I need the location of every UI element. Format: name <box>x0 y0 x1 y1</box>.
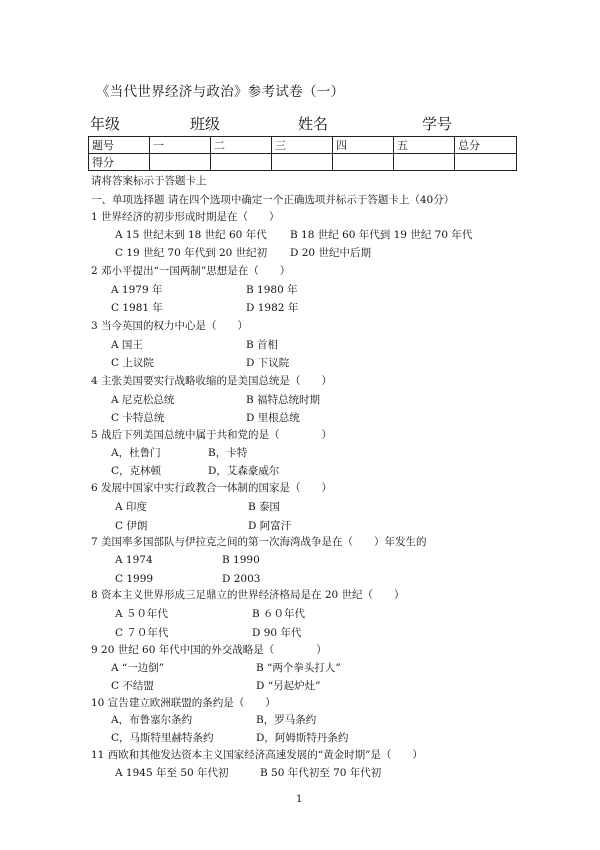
question-option: C，克林顿 <box>111 465 162 477</box>
score-cell: 一 <box>150 137 211 154</box>
question-stem: 8 资本主义世界形成三足鼎立的世界经济格局是在 20 世纪（ ） <box>91 589 405 601</box>
instruction-line: 请将答案标示于答题卡上 <box>91 175 207 187</box>
question-stem: 7 美国率多国部队与伊拉克之间的第一次海湾战争是在（ ）年发生的 <box>91 536 427 548</box>
question-option: A，杜鲁门 <box>111 447 161 459</box>
question-option: D，艾森豪威尔 <box>208 465 280 477</box>
question-option: B 1980 年 <box>246 284 298 296</box>
question-option: D 2003 <box>222 573 261 585</box>
question-option: C 上议院 <box>111 357 154 369</box>
field-class: 班级 <box>190 115 221 133</box>
student-info-fields <box>90 113 530 135</box>
question-stem: 4 主张美国要实行战略收缩的是美国总统是（ ） <box>91 375 333 387</box>
question-option: A ５０年代 <box>115 608 168 620</box>
question-option: D 阿富汗 <box>248 520 292 532</box>
score-input-cell[interactable] <box>394 154 455 171</box>
question-option: A 1945 年至 50 年代初 <box>115 767 229 779</box>
field-grade: 年级 <box>90 115 121 133</box>
question-option: C 19 世纪 70 年代到 20 世纪初 <box>115 247 268 259</box>
question-option: B 福特总统时期 <box>246 394 321 406</box>
question-option: C ７０年代 <box>115 627 169 639</box>
question-option: D 下议院 <box>246 357 290 369</box>
score-input-cell[interactable] <box>150 154 211 171</box>
field-student-id: 学号 <box>422 115 453 133</box>
question-option: C 1981 年 <box>111 302 163 314</box>
question-option: C 1999 <box>115 573 154 585</box>
question-option: B 泰国 <box>248 501 281 513</box>
question-stem: 6 发展中国家中实行政教合一体制的国家是（ ） <box>91 482 333 494</box>
question-option: A 15 世纪末到 18 世纪 60 年代 <box>115 229 267 241</box>
question-option: A，布鲁塞尔条约 <box>111 714 193 726</box>
score-cell: 总分 <box>455 137 517 154</box>
question-option: A 1974 <box>115 554 153 566</box>
question-option: D 1982 年 <box>246 302 299 314</box>
question-option: A 尼克松总统 <box>111 394 175 406</box>
question-stem: 10 宣告建立欧洲联盟的条约是（ ） <box>91 697 276 709</box>
question-option: B 首相 <box>246 339 279 351</box>
question-option: B 1990 <box>222 554 260 566</box>
question-option: A “一边倒” <box>111 662 165 674</box>
score-cell: 三 <box>272 137 333 154</box>
question-option: B 50 年代初至 70 年代初 <box>260 767 382 779</box>
section-heading: 一、单项选择题 请在四个选项中确定一个正确选项并标示于答题卡上（40分） <box>91 194 455 206</box>
question-option: B，罗马条约 <box>256 714 317 726</box>
question-stem: 9 20 世纪 60 年代中国的外交战略是（ ） <box>91 644 327 656</box>
score-input-cell[interactable] <box>272 154 333 171</box>
question-option: B ６０年代 <box>252 608 306 620</box>
question-option: D 里根总统 <box>246 412 300 424</box>
question-option: B 18 世纪 60 年代到 19 世纪 70 年代 <box>290 229 473 241</box>
question-option: C，马斯特里赫特条约 <box>111 732 214 744</box>
question-option: D，阿姆斯特丹条约 <box>256 732 349 744</box>
field-name: 姓名 <box>298 115 329 133</box>
score-input-cell[interactable] <box>211 154 272 171</box>
score-cell: 二 <box>211 137 272 154</box>
score-table <box>88 136 517 171</box>
question-option: B “两个拳头打人” <box>256 662 341 674</box>
score-cell: 题号 <box>89 137 150 154</box>
question-option: C 卡特总统 <box>111 412 165 424</box>
question-stem: 2 邓小平提出“一国两制”思想是在（ ） <box>91 265 291 277</box>
question-stem: 3 当今英国的权力中心是（ ） <box>91 320 249 332</box>
score-input-cell[interactable] <box>333 154 394 171</box>
question-option: C 伊朗 <box>115 520 148 532</box>
score-cell: 五 <box>394 137 455 154</box>
question-option: A 国王 <box>111 339 143 351</box>
question-stem: 11 西欧和其他发达资本主义国家经济高速发展的“黄金时期”是（ ） <box>91 749 423 761</box>
exam-title: 《当代世界经济与政治》参考试卷（一） <box>96 84 345 100</box>
score-row-label: 得分 <box>89 154 150 171</box>
question-stem: 1 世界经济的初步形成时期是在（ ） <box>91 211 280 223</box>
score-input-cell[interactable] <box>455 154 517 171</box>
score-cell: 四 <box>333 137 394 154</box>
page-number: 1 <box>296 794 303 805</box>
question-option: D 90 年代 <box>252 627 302 639</box>
question-option: A 1979 年 <box>111 284 163 296</box>
question-option: D “另起炉灶” <box>256 680 321 692</box>
question-option: B，卡特 <box>208 447 248 459</box>
question-stem: 5 战后下列美国总统中属于共和党的是（ ） <box>91 429 333 441</box>
question-option: A 印度 <box>115 501 147 513</box>
score-table-score-row <box>89 154 517 171</box>
question-option: C 不结盟 <box>111 680 154 692</box>
question-option: D 20 世纪中后期 <box>290 247 371 259</box>
score-table-header-row <box>89 137 517 154</box>
